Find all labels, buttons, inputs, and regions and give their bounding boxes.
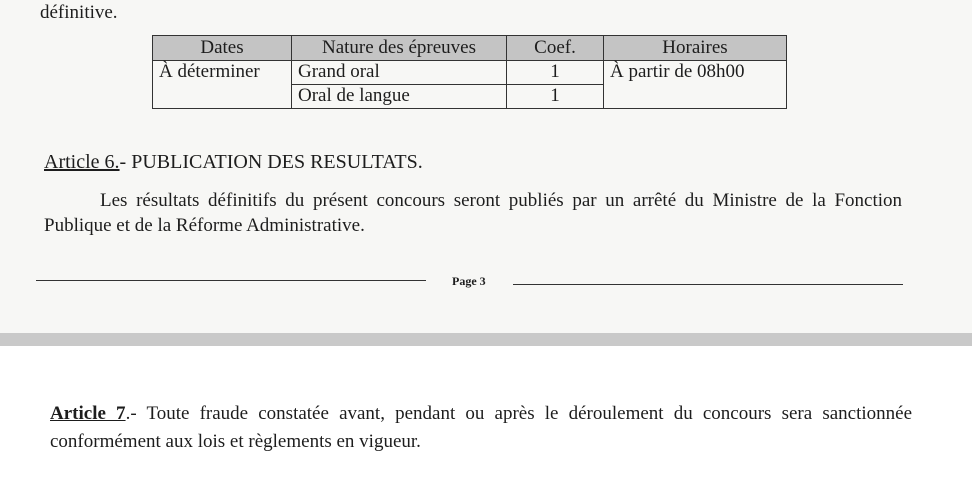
header-horaires: Horaires [604,36,787,61]
header-coef: Coef. [507,36,604,61]
article-6-body: Les résultats définitifs du présent concours seront publiés par un arrêté du Ministre de la Fonction Publique et de la Réforme Administrative. [44,190,902,236]
article-7-body: .- Toute fraude constatée avant, pendant ou après le déroulement du concours sera sanctionnée conformément aux lois et règlements en vigueur. [50,403,913,452]
article-6-heading [44,150,423,174]
footer-rule-right [513,284,903,285]
previous-text-fragment: définitive. [40,2,118,23]
page-number: Page 3 [452,274,486,288]
footer-rule-left [36,280,426,281]
cell-nature: Oral de langue [292,85,507,109]
cell-coef: 1 [507,61,604,85]
table-header-row [153,36,787,61]
article-6-title: - PUBLICATION DES RESULTATS. [119,151,423,173]
page-separator [0,333,972,346]
cell-horaires: À partir de 08h00 [604,61,787,109]
header-nature: Nature des épreuves [292,36,507,61]
article-7-paragraph [50,400,912,456]
table-row [153,61,787,85]
cell-nature: Grand oral [292,61,507,85]
article-7-label: Article 7 [50,403,126,424]
cell-date: À déterminer [153,61,292,109]
header-dates: Dates [153,36,292,61]
cell-coef: 1 [507,85,604,109]
exam-schedule-table [152,35,787,109]
article-6-label: Article 6. [44,151,120,173]
